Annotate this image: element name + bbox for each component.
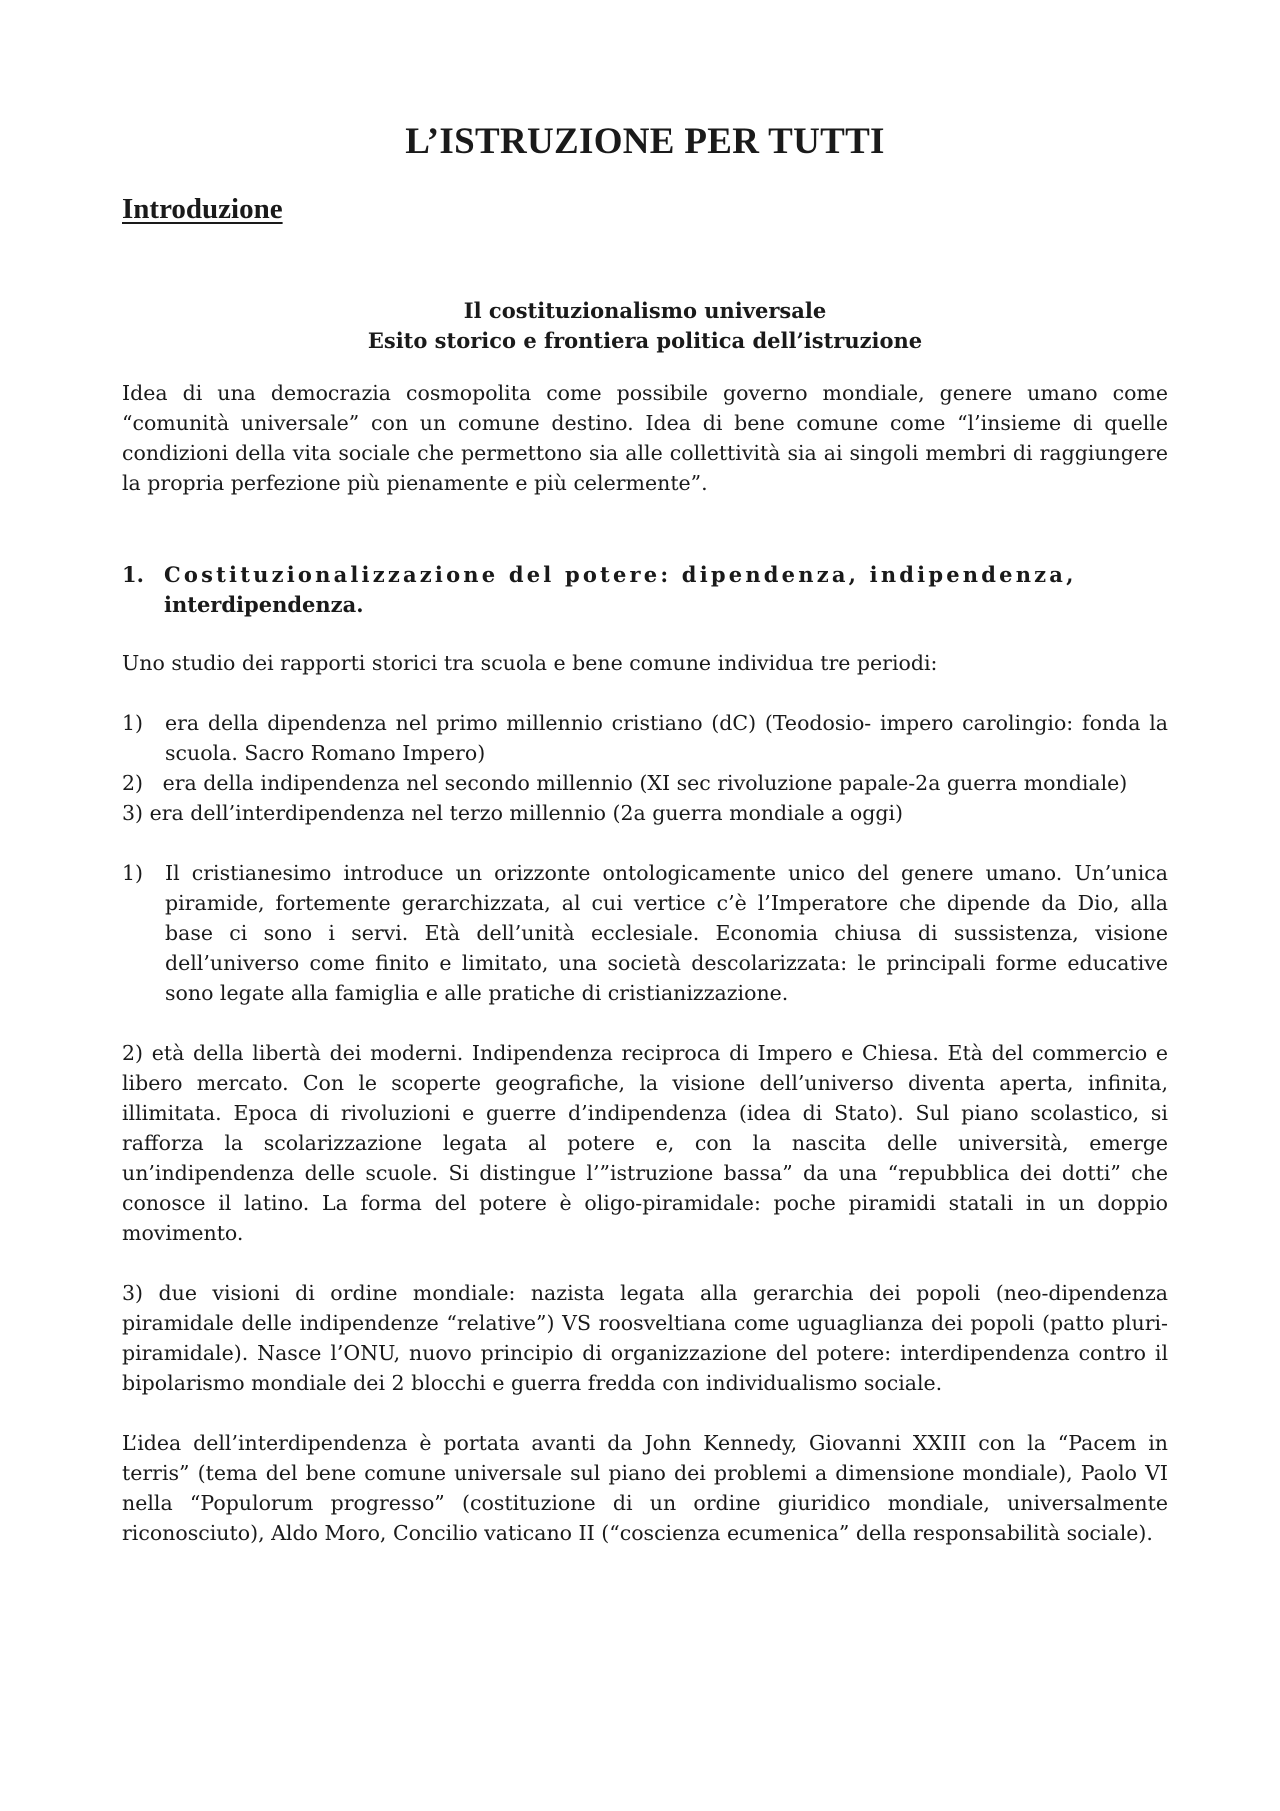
- intro-heading: Introduzione: [122, 193, 283, 225]
- section-1-heading: [122, 560, 1168, 620]
- period-item-2: [122, 768, 1168, 798]
- period-text-3-body: era dell’interdipendenza nel terzo millennio (2a guerra mondiale a oggi): [149, 801, 904, 825]
- period-text-3: [122, 798, 1168, 828]
- section-1-title-line-2: interdipendenza.: [164, 592, 364, 617]
- period-item-3: [122, 798, 1168, 828]
- subtitle-line-2: Esito storico e frontiera politica dell’istruzione: [367, 328, 923, 353]
- detail-1: [122, 858, 1168, 1008]
- period-text-1: era della dipendenza nel primo millennio cristiano (dC) (Teodosio- impero carolingio: fonda la scuola. Sacro Romano Impero): [165, 711, 1168, 765]
- section-1-title-line-1: Costituzionalizzazione del potere: dipendenza, indipendenza,: [164, 562, 1077, 587]
- period-marker-1: 1): [122, 711, 144, 735]
- closing-paragraph: L’idea dell’interdipendenza è portata avanti da John Kennedy, Giovanni XXIII con la “Pacem in terris” (tema del bene comune universale sul piano dei problemi a dimensione mondiale), Paolo VI nella “Populorum progresso” (costituzione di un ordine giuridico mondiale, universalmente riconosciuto), Aldo Moro, Concilio vaticano II (“coscienza ecumenica” della responsabilità sociale).: [122, 1431, 1168, 1545]
- section-1-number: 1.: [122, 562, 144, 587]
- detail-1-text: Il cristianesimo introduce un orizzonte ontologicamente unico del genere umano. Un’unica piramide, fortemente gerarchizzata, al cui vertice c’è l’Imperatore che dipende da Dio, alla base ci sono i servi. Età dell’unità ecclesiale. Economia chiusa di sussistenza, visione dell’universo come finito e limitato, una società descolarizzata: le principali forme educative sono legate alla famiglia e alle pratiche di cristianizzazione.: [165, 861, 1168, 1005]
- document-title: L’ISTRUZIONE PER TUTTI: [405, 121, 885, 162]
- subtitle: [122, 296, 1168, 356]
- periods-intro: Uno studio dei rapporti storici tra scuola e bene comune individua tre periodi:: [122, 651, 938, 675]
- detail-1-marker: 1): [122, 861, 144, 885]
- subtitle-line-1: Il costituzionalismo universale: [463, 298, 827, 323]
- document-page: [122, 120, 1168, 1548]
- period-text-2: [122, 768, 1168, 798]
- section-1-title: [164, 560, 1077, 620]
- period-item-1: [122, 708, 1168, 768]
- period-marker-3: 3): [122, 801, 144, 825]
- intro-paragraph: Idea di una democrazia cosmopolita come possibile governo mondiale, genere umano come “comunità universale” con un comune destino. Idea di bene comune come “l’insieme di quelle condizioni della vita sociale che permettono sia alle collettività sia ai singoli membri di raggiungere la propria perfezione più pienamente e più celermente”.: [122, 381, 1168, 495]
- detail-3: 3) due visioni di ordine mondiale: nazista legata alla gerarchia dei popoli (neo-dipendenza piramidale delle indipendenze “relative”) VS roosveltiana come uguaglianza dei popoli (patto pluri-piramidale). Nasce l’ONU, nuovo principio di organizzazione del potere: interdipendenza contro il bipolarismo mondiale dei 2 blocchi e guerra fredda con individualismo sociale.: [122, 1281, 1168, 1395]
- detail-2: 2) età della libertà dei moderni. Indipendenza reciproca di Impero e Chiesa. Età del commercio e libero mercato. Con le scoperte geografiche, la visione dell’universo diventa aperta, infinita, illimitata. Epoca di rivoluzioni e guerre d’indipendenza (idea di Stato). Sul piano scolastico, si rafforza la scolarizzazione legata al potere e, con la nascita delle università, emerge un’indipendenza delle scuole. Si distingue l’”istruzione bassa” da una “repubblica dei dotti” che conosce il latino. La forma del potere è oligo-piramidale: poche piramidi statali in un doppio movimento.: [122, 1041, 1168, 1245]
- period-marker-2: 2): [122, 771, 144, 795]
- periods-list: [122, 708, 1168, 828]
- period-text-2-body: era della indipendenza nel secondo millennio (XI sec rivoluzione papale-2a guerra mondiale): [162, 771, 1128, 795]
